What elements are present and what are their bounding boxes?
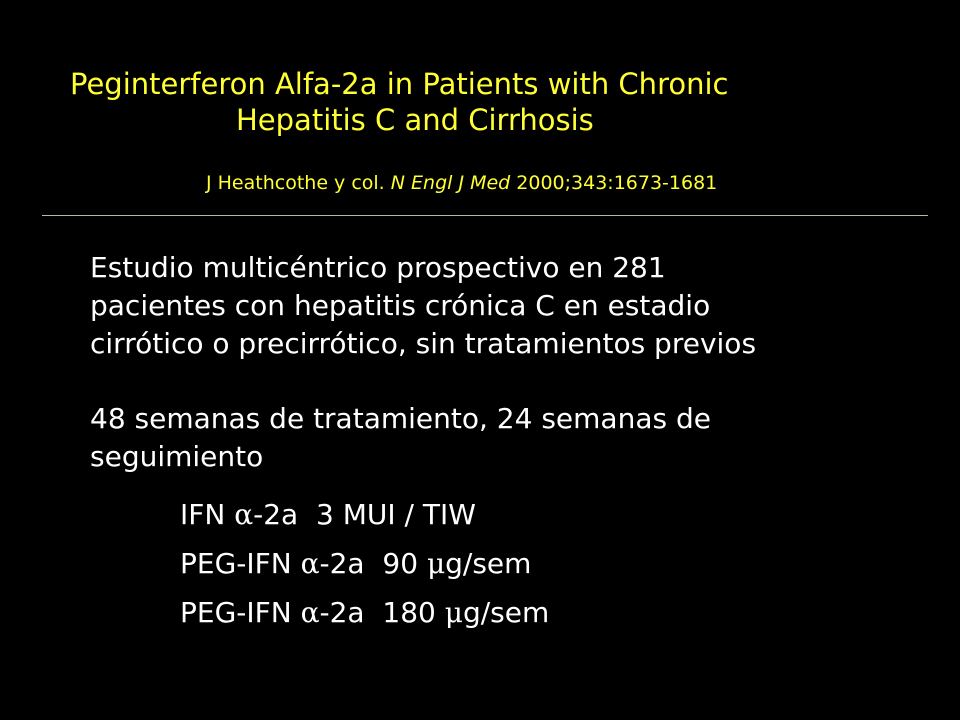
treatment-duration-line: seguimiento: [90, 440, 264, 473]
arm-suffix: -2a: [253, 498, 299, 531]
arm-drug: PEG-IFN: [180, 547, 301, 580]
arm-dose-unit: g/sem: [462, 596, 550, 629]
treatment-duration-line: 48 semanas de tratamiento, 24 semanas de: [90, 402, 711, 435]
arm-dose: 3 MUI / TIW: [316, 498, 476, 531]
treatment-duration: [90, 400, 890, 476]
arm-dose: 90: [382, 547, 427, 580]
alpha-symbol: α: [300, 596, 320, 629]
alpha-symbol: α: [300, 547, 320, 580]
treatment-arm-peg-90: [180, 546, 531, 582]
study-description-line: cirrótico o precirrótico, sin tratamientos previos: [90, 327, 757, 360]
divider-line: [42, 215, 928, 216]
alpha-symbol: α: [234, 498, 254, 531]
citation-reference: 2000;343:1673-1681: [516, 172, 718, 194]
study-description: [90, 249, 890, 363]
arm-drug: PEG-IFN: [180, 596, 301, 629]
arm-suffix: -2a: [319, 547, 365, 580]
treatment-arm-peg-180: [180, 595, 549, 631]
arm-suffix: -2a: [319, 596, 365, 629]
study-description-line: pacientes con hepatitis crónica C en estadio: [90, 289, 711, 322]
study-description-line: Estudio multicéntrico prospectivo en 281: [90, 251, 666, 284]
slide-title-line-1: Peginterferon Alfa-2a in Patients with Chronic: [70, 67, 729, 101]
citation-authors: J Heathcothe y col.: [206, 172, 385, 194]
mu-symbol: μ: [426, 547, 446, 580]
citation-journal: N Engl J Med: [390, 172, 511, 194]
mu-symbol: μ: [444, 596, 463, 629]
slide-title-line-2: Hepatitis C and Cirrhosis: [236, 103, 594, 137]
arm-dose: 180: [382, 596, 445, 629]
treatment-arm-ifn: [180, 497, 476, 533]
arm-drug: IFN: [180, 498, 235, 531]
citation: [206, 170, 717, 196]
arm-dose-unit: g/sem: [445, 547, 532, 580]
